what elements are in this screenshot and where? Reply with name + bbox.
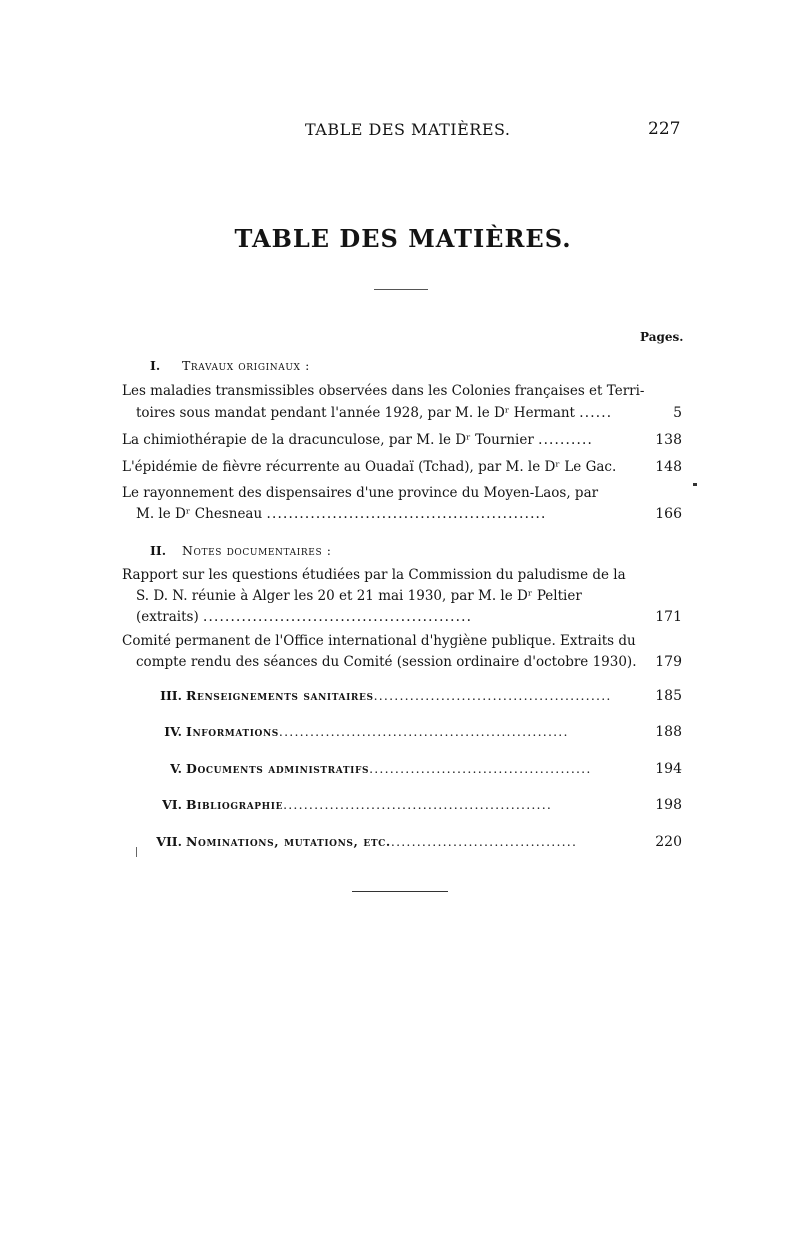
section-numeral: III. [160, 688, 182, 703]
toc-entry-line [122, 483, 682, 503]
running-head [0, 120, 800, 144]
toc-entry-line [136, 652, 682, 672]
section-numeral: V. [170, 761, 182, 776]
toc-page-number: 188 [655, 724, 682, 740]
toc-entry-text: L'épidémie de fièvre récurrente au Ouadaï (Tchad), par M. le Dʳ Le Gac. [122, 459, 617, 475]
running-title: TABLE DES MATIÈRES. [305, 120, 511, 139]
toc-page-number: 194 [655, 761, 682, 777]
toc-entry-text: S. D. N. réunie à Alger les 20 et 21 mai 1930, par M. le Dʳ Peltier [136, 588, 582, 604]
toc-entry-text: (extraits) [136, 609, 199, 625]
section-line-v [140, 759, 682, 779]
page-number: 227 [648, 119, 681, 139]
section-label: Renseignements sanitaires [186, 688, 374, 703]
section-line-iv [140, 722, 682, 742]
title-divider [374, 289, 428, 290]
dot-leader: ........................................................ [278, 724, 569, 739]
section-line-vii [140, 832, 682, 852]
toc-entry-line [136, 586, 696, 606]
toc-page-number: 220 [655, 834, 682, 850]
toc-page-number: 166 [655, 506, 682, 522]
dot-leader: ........................................... [369, 761, 592, 776]
dot-leader: .............................................. [373, 688, 612, 703]
toc-entry-text: Les maladies transmissibles observées dans les Colonies françaises et Terri- [122, 383, 645, 399]
section-label: Documents administratifs [186, 761, 370, 776]
dot-leader: .................................................... [283, 797, 553, 812]
toc-entry-line [122, 631, 682, 651]
end-divider [352, 891, 448, 892]
toc-entry-text: Le rayonnement des dispensaires d'une province du Moyen-Laos, par [122, 485, 599, 501]
dot-leader: ................................................... [266, 506, 547, 522]
toc-entry-line [136, 403, 682, 423]
dot-leader: .......... [538, 432, 593, 448]
toc-page-number: 198 [655, 797, 682, 813]
toc-page-number: 185 [655, 688, 682, 704]
toc-entry-text: M. le Dʳ Chesneau [136, 506, 263, 522]
pages-column-label: Pages. [640, 330, 684, 344]
section-line-iii [140, 686, 682, 706]
dot-leader: .................................... [390, 834, 578, 849]
section-numeral: II. [150, 543, 167, 558]
toc-entry-text: Comité permanent de l'Office international d'hygiène publique. Extraits du [122, 633, 636, 649]
section-numeral: VII. [156, 834, 182, 849]
dot-leader: ...... [579, 405, 613, 421]
page-title: TABLE DES MATIÈRES. [234, 224, 572, 253]
section-label: Informations [186, 724, 279, 739]
toc-page-number: 148 [655, 459, 682, 475]
toc-entry-line [122, 457, 682, 477]
section-numeral: I. [150, 358, 161, 373]
toc-entry-text: compte rendu des séances du Comité (session ordinaire d'octobre 1930). [136, 654, 637, 670]
toc-entry-line [122, 565, 682, 585]
section-numeral: IV. [164, 724, 182, 739]
margin-mark [693, 483, 697, 486]
section-line-vi [140, 795, 682, 815]
section-label: Nominations, mutations, etc. [186, 834, 391, 849]
toc-entry-line [122, 430, 682, 450]
section-heading-label: Notes documentaires : [181, 543, 332, 558]
toc-page-number: 138 [655, 432, 682, 448]
toc-page-number: 179 [655, 654, 682, 670]
section-heading-ii [150, 541, 332, 561]
toc-page-number: 171 [655, 609, 682, 625]
section-numeral: VI. [162, 797, 182, 812]
toc-entry-text: toires sous mandat pendant l'année 1928, par M. le Dʳ Hermant [136, 405, 575, 421]
toc-page-number: 5 [673, 405, 682, 421]
section-heading-label: Travaux originaux : [181, 358, 310, 373]
toc-entry-line [122, 381, 682, 401]
toc-entry-line [136, 504, 682, 524]
section-heading-i [150, 356, 310, 376]
dot-leader: ................................................. [203, 609, 473, 625]
toc-entry-text: La chimiothérapie de la dracunculose, par M. le Dʳ Tournier [122, 432, 534, 448]
toc-entry-text: Rapport sur les questions étudiées par la Commission du paludisme de la [122, 567, 626, 583]
margin-mark [136, 847, 137, 857]
section-label: Bibliographie [186, 797, 284, 812]
toc-entry-line [136, 607, 682, 627]
